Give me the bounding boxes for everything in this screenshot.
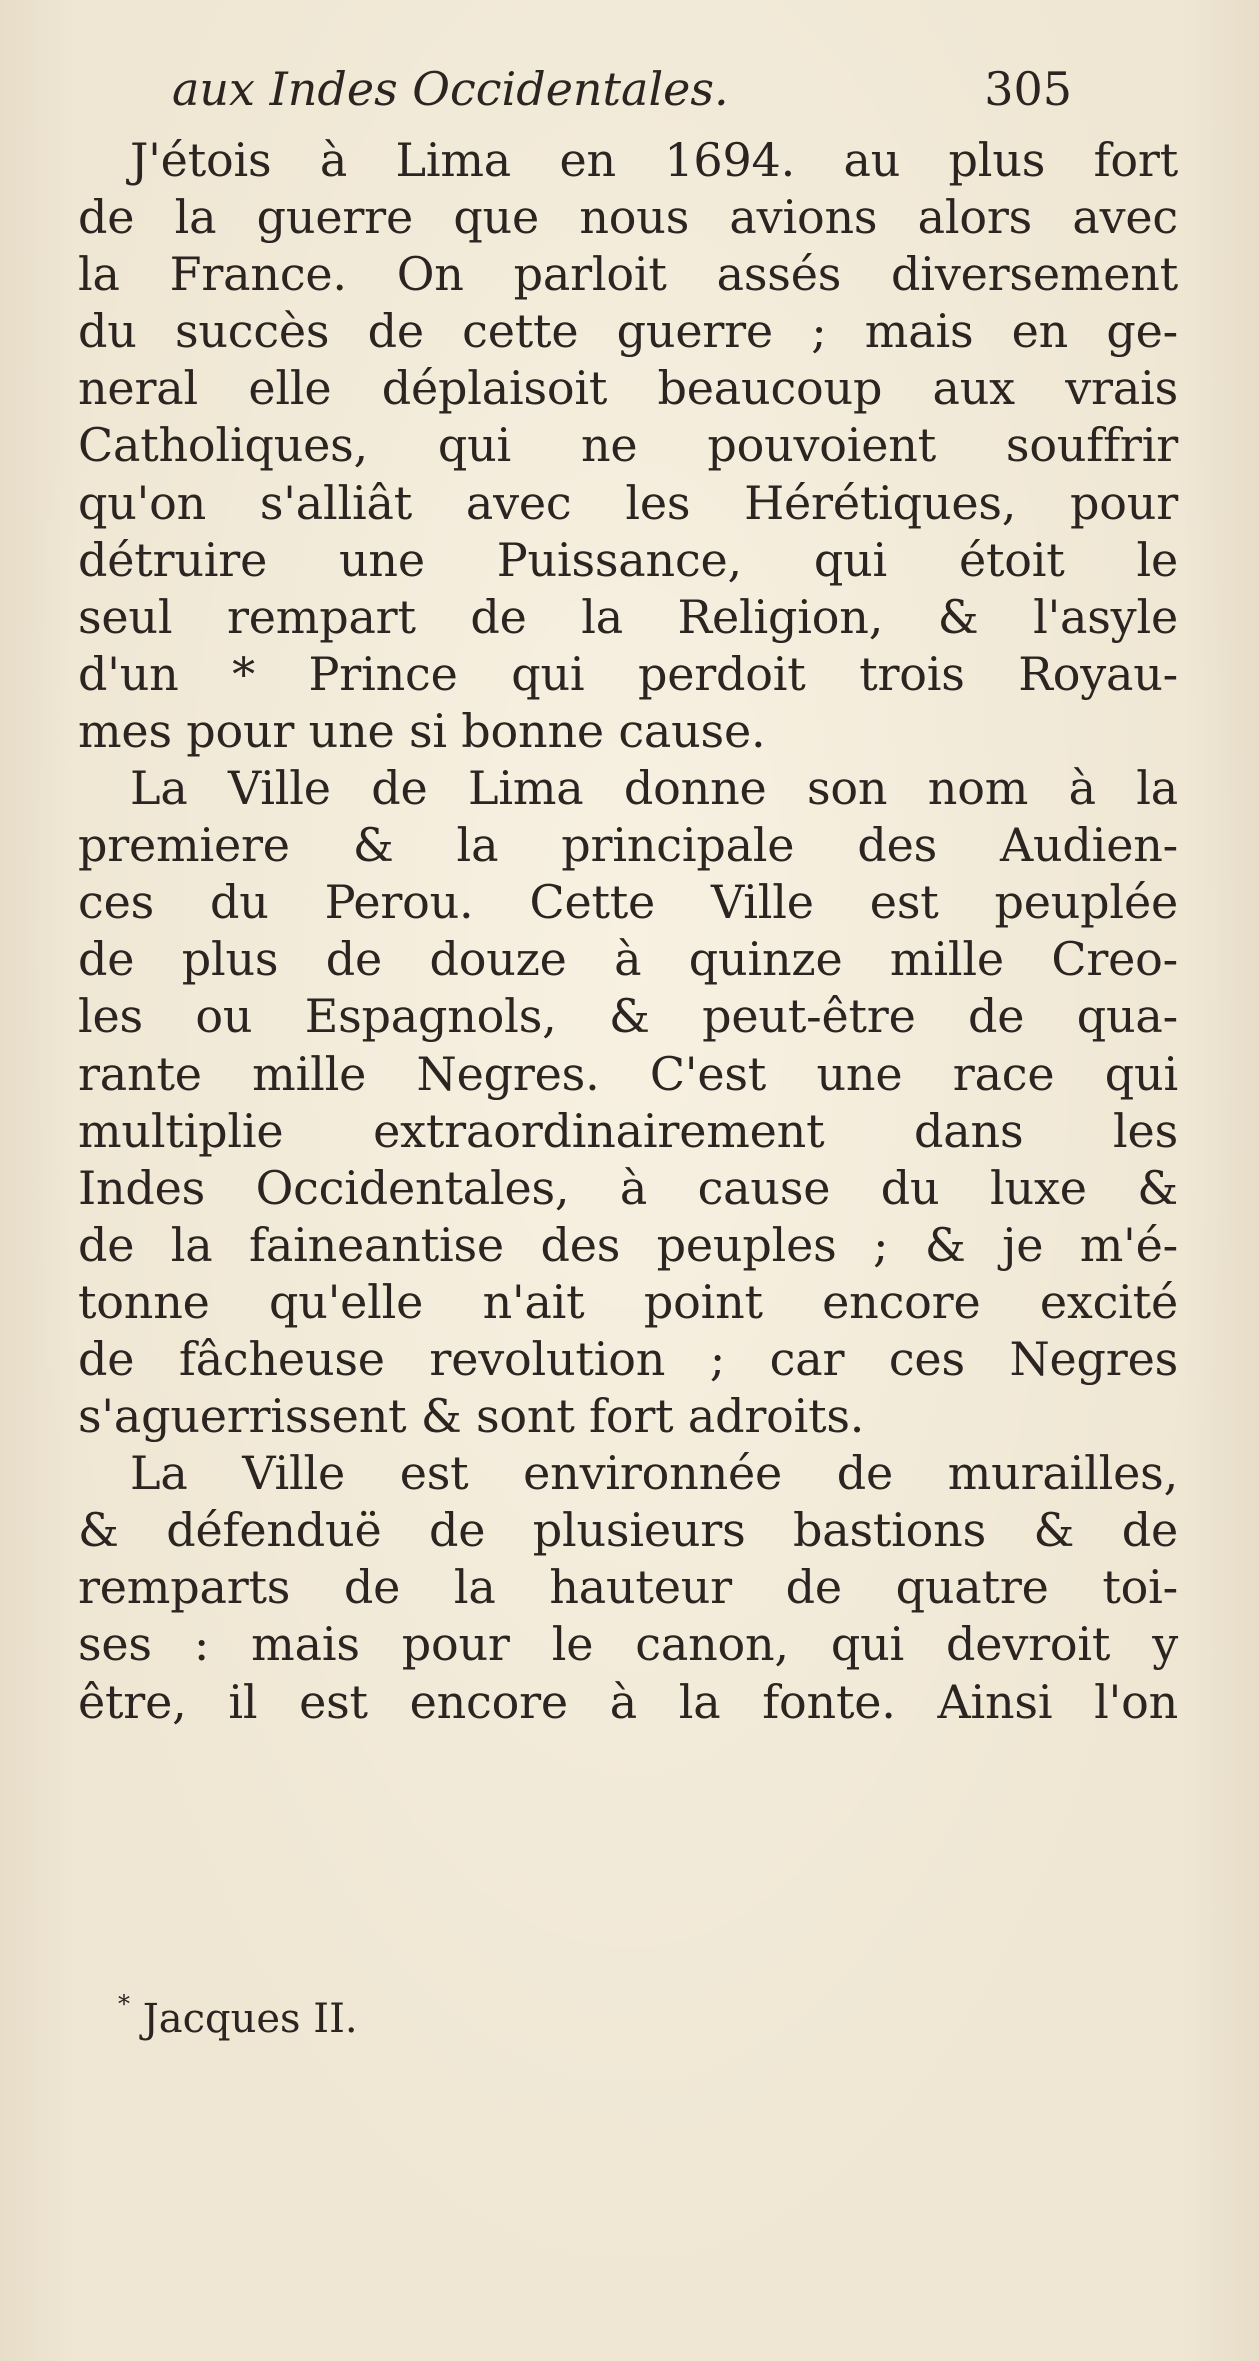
text-line: neral elle déplaisoit beaucoup aux vrais bbox=[78, 361, 1178, 416]
text-line: d'un * Prince qui perdoit trois Royau- bbox=[78, 646, 1178, 701]
text-line: multiplie extraordinairement dans les bbox=[78, 1103, 1178, 1158]
text-line: & défenduë de plusieurs bastions & de bbox=[78, 1503, 1178, 1558]
text-line: les ou Espagnols, & peut-être de qua- bbox=[78, 989, 1178, 1044]
text-line: ces du Perou. Cette Ville est peuplée bbox=[78, 875, 1178, 930]
text-line: qu'on s'alliât avec les Hérétiques, pour bbox=[78, 475, 1178, 530]
text-line: du succès de cette guerre ; mais en ge- bbox=[78, 304, 1178, 359]
text-line: tonne qu'elle n'ait point encore excité bbox=[78, 1274, 1178, 1329]
text-line: de la faineantise des peuples ; & je m'é- bbox=[78, 1217, 1178, 1272]
footnote-mark: * bbox=[118, 1990, 130, 2018]
footnote-text: Jacques II. bbox=[142, 1996, 358, 2042]
running-title: aux Indes Occidentales. bbox=[172, 62, 729, 116]
page-number: 305 bbox=[984, 62, 1072, 116]
text-line: détruire une Puissance, qui étoit le bbox=[78, 532, 1178, 587]
text-line: mes pour une si bonne cause. bbox=[78, 703, 766, 758]
text-line: s'aguerrissent & sont fort adroits. bbox=[78, 1389, 865, 1444]
text-line: Indes Occidentales, à cause du luxe & bbox=[78, 1160, 1178, 1215]
text-line: Catholiques, qui ne pouvoient souffrir bbox=[78, 418, 1178, 473]
text-line: de plus de douze à quinze mille Creo- bbox=[78, 932, 1178, 987]
text-line: rante mille Negres. C'est une race qui bbox=[78, 1046, 1178, 1101]
text-line: être, il est encore à la fonte. Ainsi l'on bbox=[78, 1674, 1178, 1729]
page-header bbox=[172, 62, 1072, 132]
text-line: premiere & la principale des Audien- bbox=[78, 818, 1178, 873]
text-line: seul rempart de la Religion, & l'asyle bbox=[78, 589, 1178, 644]
text-line: J'étois à Lima en 1694. au plus fort bbox=[130, 133, 1178, 187]
footnote bbox=[118, 1990, 358, 2042]
text-line: de fâcheuse revolution ; car ces Negres bbox=[78, 1331, 1178, 1386]
text-line: la France. On parloit assés diversement bbox=[78, 247, 1178, 302]
text-line: ses : mais pour le canon, qui devroit y bbox=[78, 1617, 1178, 1672]
text-line: de la guerre que nous avions alors avec bbox=[78, 190, 1178, 245]
text-line: La Ville de Lima donne son nom à la bbox=[130, 761, 1178, 816]
text-line: La Ville est environnée de murailles, bbox=[130, 1446, 1178, 1501]
body-text bbox=[78, 132, 1178, 1731]
text-line: remparts de la hauteur de quatre toi- bbox=[78, 1560, 1178, 1615]
